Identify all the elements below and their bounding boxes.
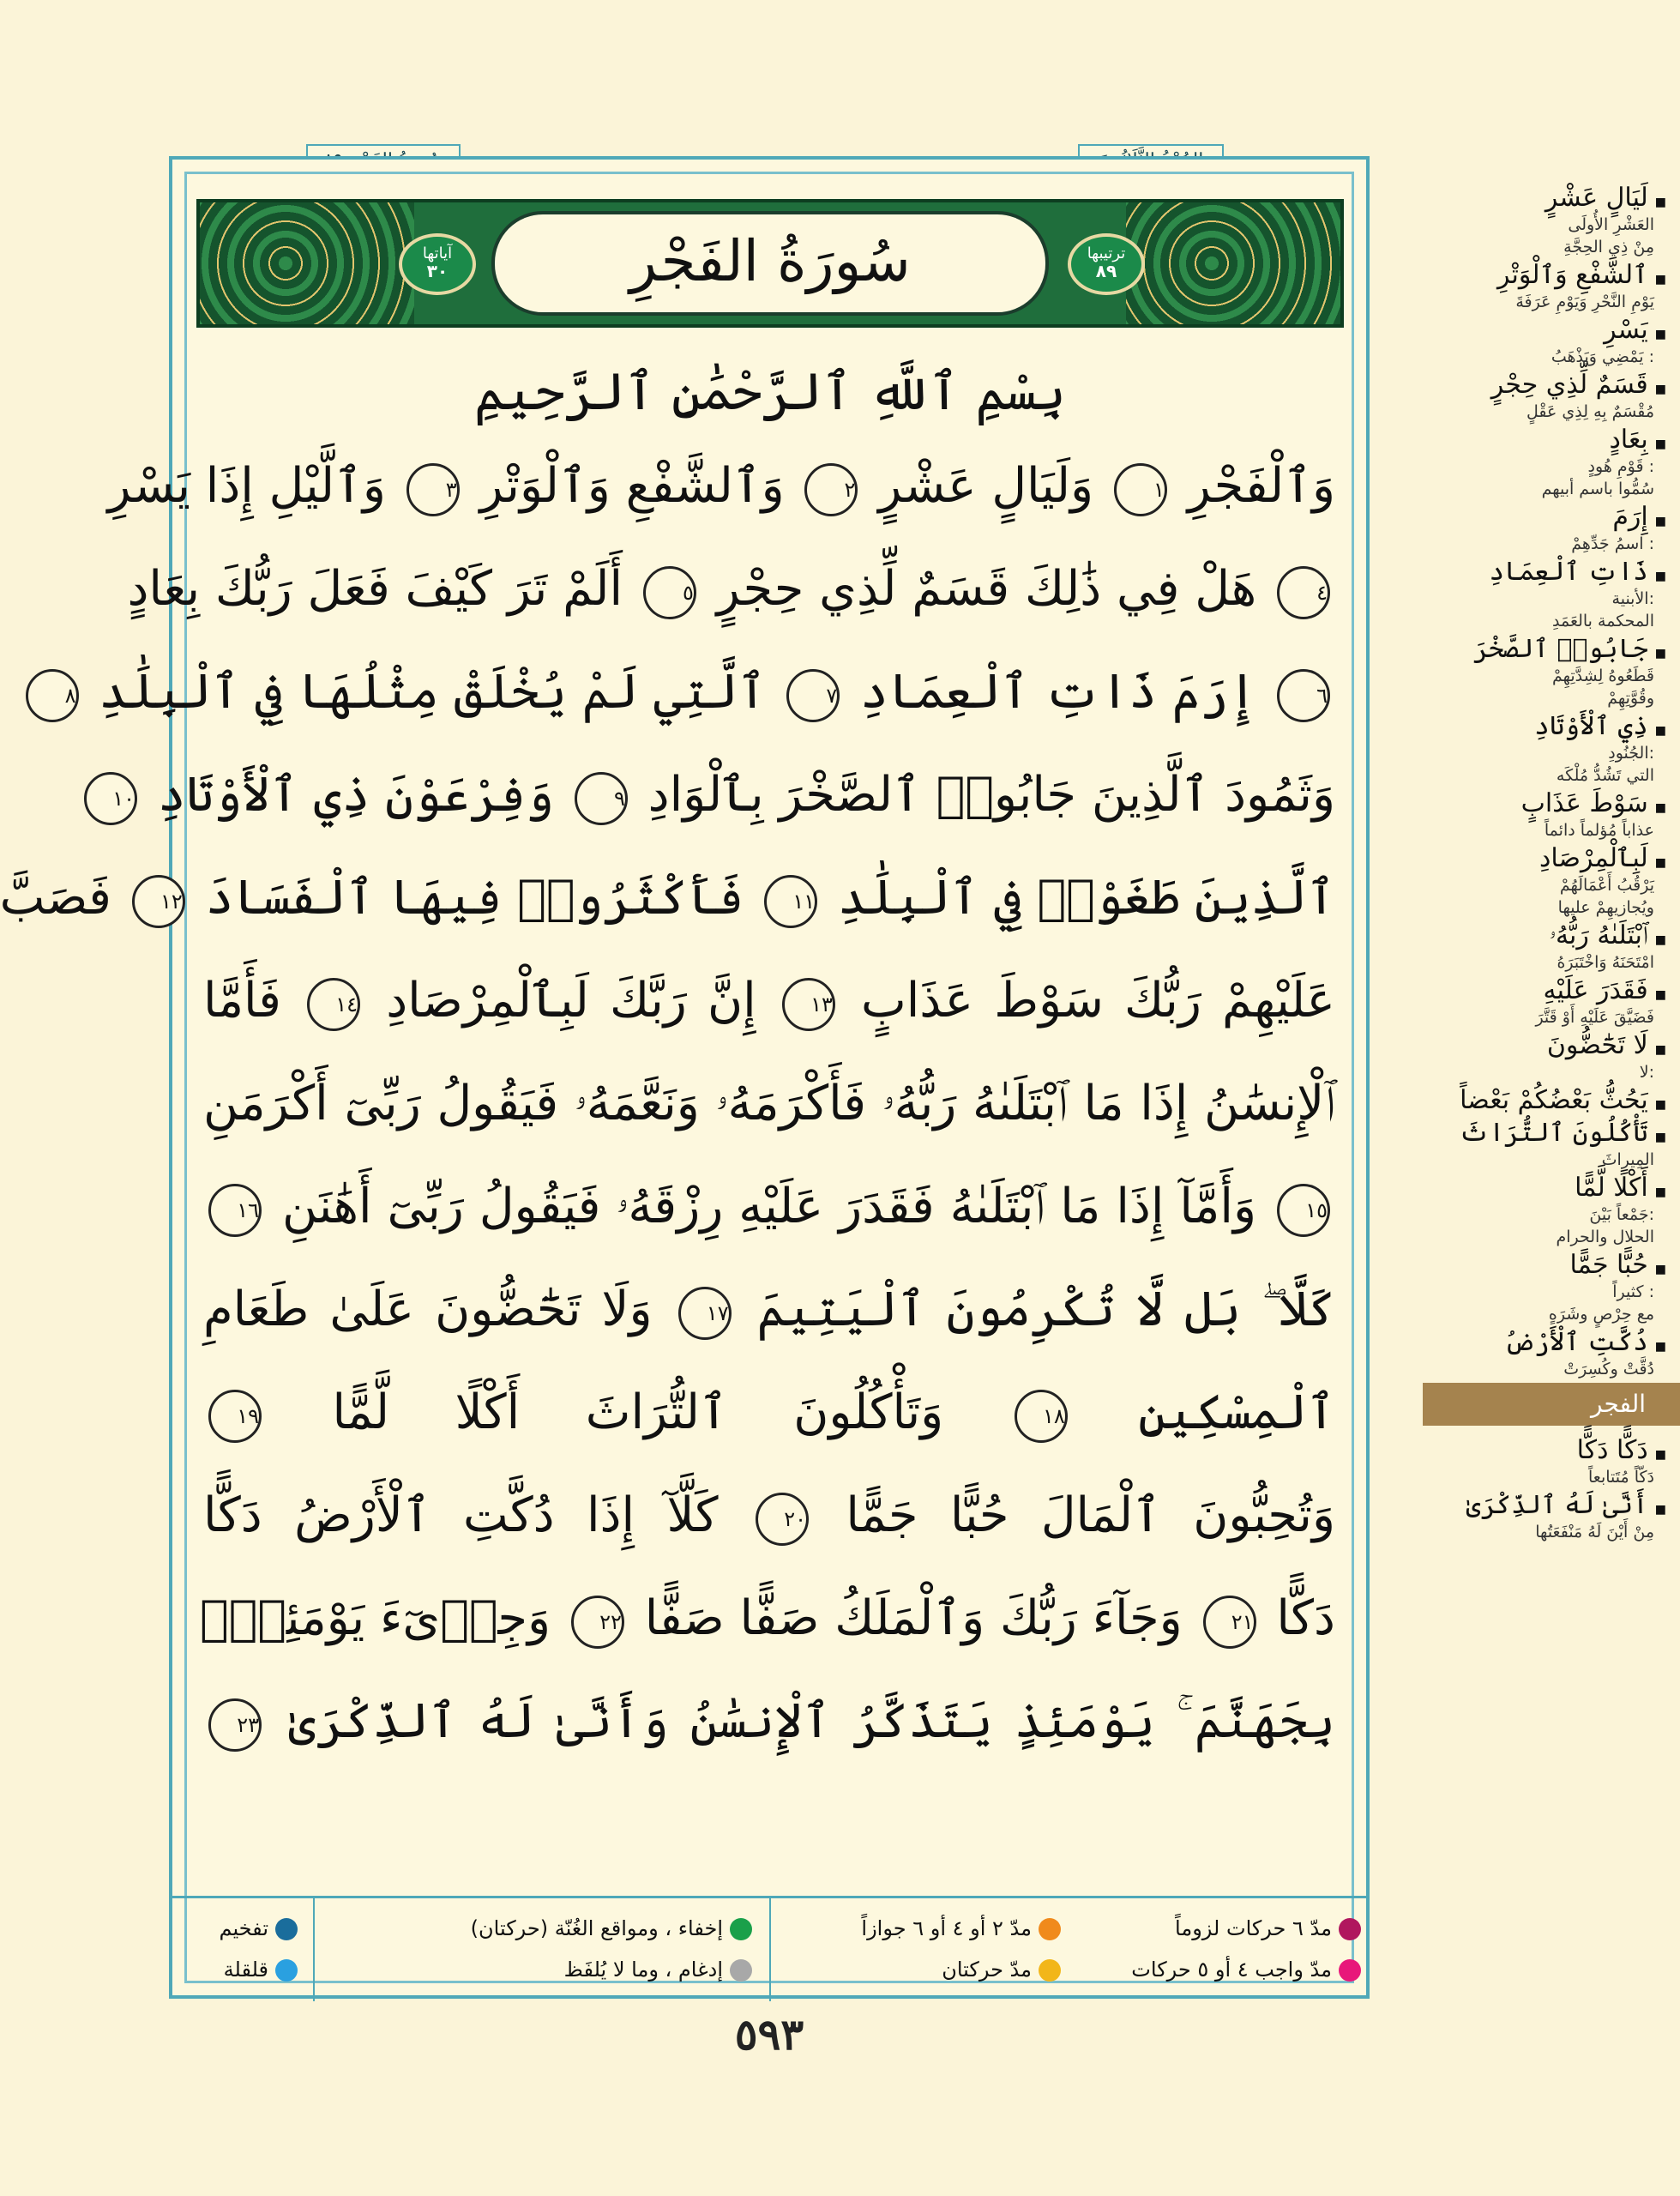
order-value: ٨٩ (1095, 261, 1117, 281)
glossary-word: ■ فَقَدَرَ عَلَيْهِ (1544, 976, 1667, 1010)
verse-text: وَفِرْعَوْنَ ذِي ٱلْأَوْتَادِ (157, 767, 555, 823)
verse-number-marker: ١٨ (1015, 1390, 1068, 1443)
verse-text: وَجَآءَ رَبُّكَ وَٱلْمَلَكُ صَفًّا صَفًّا (644, 1590, 1183, 1646)
verse-number-marker: ١٠ (84, 772, 137, 825)
verse-number-marker: ١٢ (132, 875, 185, 928)
verse-text: وَٱلْفَجْرِ (1187, 458, 1335, 514)
verse-number-marker: ١٤ (307, 978, 360, 1031)
verse-number-marker: ٩ (575, 772, 628, 825)
glossary-definition: التي تَشُدُّ مُلْكَه (1556, 766, 1654, 785)
verse-line (203, 1156, 1335, 1258)
verse-text: بِجَهَنَّمَ ۚ (1176, 1693, 1335, 1749)
glossary-word: ■ سَوْطَ عَذَابٍ (1521, 789, 1666, 823)
glossary-word: ■ تَأْكُلُونَ ٱلتُّرَاثَ (1459, 1119, 1666, 1152)
glossary-definition: مِنْ أَيْنَ لَهُ مَنْفَعَتُها (1535, 1523, 1654, 1541)
verse-text: وَٱلشَّفْعِ وَٱلْوَتْرِ (479, 458, 785, 514)
glossary-word: ■ ذَاتِ ٱلْعِمَادِ (1489, 558, 1666, 591)
glossary-definition: : يَمْضِي وَيَذْهَبُ (1551, 347, 1654, 366)
legend-dot-icon (1339, 1959, 1361, 1982)
glossary-definition: ويُجازيهِمْ عليها (1557, 898, 1654, 917)
glossary-definition: سُمُّوا باسم أبيهم (1541, 480, 1654, 498)
glossary-definition: :الأبنية (1611, 589, 1654, 608)
verse-number-marker: ٦ (1277, 669, 1330, 722)
surah-title-banner (196, 199, 1344, 328)
verses-value: ٣٠ (426, 261, 449, 281)
glossary-word: ■ إِرَمَ (1612, 503, 1666, 536)
glossary-word: ■ لَا تَحَٰٓضُّونَ (1547, 1031, 1666, 1065)
verse-text: وَأَمَّآ إِذَا مَا ٱبْتَلَىٰهُ فَقَدَرَ عَلَيْهِ رِزْقَهُۥ فَيَقُولُ رَبِّىٓ أَهَٰنَنِ (281, 1179, 1257, 1234)
glossary-definition: :الجُنُودِ (1608, 744, 1654, 763)
legend-dot-icon (730, 1918, 752, 1940)
verse-text: عَلَيْهِمْ رَبُّكَ سَوْطَ عَذَابٍ (861, 973, 1335, 1029)
verse-text: فَأَكْثَرُوا۟ فِيهَا ٱلْفَسَادَ (205, 870, 744, 926)
glossary-word: ■ ذِي ٱلْأَوْتَادِ (1534, 712, 1666, 745)
verse-text: وَٱلَّيْلِ إِذَا يَسْرِ (107, 458, 386, 514)
verse-text: وَتُحِبُّونَ ٱلْمَالَ حُبًّا جَمًّا (846, 1487, 1335, 1543)
legend-dot-icon (730, 1959, 752, 1982)
glossary-definition: وقُوَّتِهِمْ (1607, 689, 1654, 708)
verse-number-marker: ٢٠ (756, 1493, 809, 1546)
verse-text: ٱلْإِنسَٰنُ إِذَا مَا ٱبْتَلَىٰهُ رَبُّهُۥ فَأَكْرَمَهُۥ وَنَعَّمَهُۥ فَيَقُولُ رَبِّىٓ أَكْرَمَنِ (203, 1076, 1335, 1131)
verse-number-marker: ٣ (406, 463, 460, 516)
glossary-word: ■ ٱبْتَلَىٰهُ رَبُّهُۥ (1549, 921, 1666, 955)
legend-item: مدّ حركتان (942, 1957, 1061, 1982)
legend-dot-icon (1039, 1918, 1061, 1940)
verse-text: وَتَأْكُلُونَ ٱلتُّرَاثَ أَكْلًا لَّمًّا (332, 1385, 944, 1440)
verse-line (200, 1568, 1335, 1669)
verse-line (0, 848, 1335, 949)
glossary-word: ■ لَيَالٍ عَشْرٍ (1545, 184, 1666, 217)
verse-text: كَلَّآ إِذَا دُكَّتِ ٱلْأَرْضُ دَكًّا (203, 1487, 719, 1543)
verse-text: فَصَبَّ (0, 870, 111, 926)
glossary-word: ■ حُبًّا جَمًّا (1569, 1251, 1666, 1284)
glossary-definition: المحكمة بالعَمَدِ (1551, 612, 1654, 630)
glossary-definition: : اسمُ جَدِّهِمْ (1571, 534, 1654, 553)
legend-dot-icon (1339, 1918, 1361, 1940)
verse-text: ٱلَّتِي لَمْ يُخْلَقْ مِثْلُهَا فِي ٱلْبِلَٰدِ (99, 664, 767, 720)
verse-text: وَجِا۟ىٓءَ يَوْمَئِذٍۭ (200, 1590, 551, 1646)
verse-text: دَكًّا (1276, 1590, 1335, 1646)
verse-line (203, 1259, 1335, 1360)
glossary-definition: : كثيراً (1612, 1282, 1654, 1301)
verse-text: وَثَمُودَ ٱلَّذِينَ جَابُوا۟ ٱلصَّخْرَ بِٱلْوَادِ (647, 767, 1335, 823)
verse-number-marker: ١٧ (678, 1287, 732, 1340)
glossary-definition: عذاباً مُؤلماً دائماً (1544, 821, 1654, 840)
verse-text: كَلَّا ۖ بَل لَّا تُكْرِمُونَ ٱلْيَتِيمَ (756, 1282, 1336, 1337)
glossary-word: ■ بِعَادٍ (1609, 425, 1666, 459)
verse-number-marker: ٧ (786, 669, 840, 722)
verse-text: أَلَمْ تَرَ كَيْفَ فَعَلَ رَبُّكَ بِعَادٍ (127, 561, 623, 617)
glossary-word: ■ قَسَمٌ لِّذِي حِجْرٍ (1491, 371, 1666, 404)
glossary-definition: المِيراثَ (1601, 1150, 1654, 1169)
glossary-word: ■ جَابُوا۟ ٱلصَّخْرَ (1473, 635, 1666, 668)
ornament-left (200, 202, 414, 324)
verse-number-marker: ١ (1114, 463, 1167, 516)
verse-text: إِنَّ رَبَّكَ لَبِٱلْمِرْصَادِ (386, 973, 756, 1029)
glossary-word: ■ لَبِٱلْمِرْصَادِ (1539, 844, 1666, 878)
verse-number-marker: ٢١ (1203, 1596, 1256, 1649)
surah-tab[interactable]: الفجر (1423, 1383, 1680, 1426)
glossary-definition: العَشْرِ الأُولَى (1568, 215, 1654, 234)
legend-dot-icon (275, 1959, 298, 1982)
glossary-definition: مُقْسَمٌ بِهِ لِذِي عَقْلٍ (1526, 402, 1654, 421)
verse-text: إِرَمَ ذَاتِ ٱلْعِمَادِ (860, 664, 1257, 720)
verse-count-medallion (399, 233, 476, 295)
verse-line (112, 745, 1335, 846)
page-number: ٥٩٣ (734, 2009, 804, 2060)
verse-text: فَأَمَّا (203, 973, 281, 1029)
glossary-definition: يَرْقُبُ أَعْمَالَهُمْ (1559, 876, 1654, 895)
glossary-definition: امْتَحَنَهُ وَاخْتَبَرَهُ (1557, 953, 1654, 972)
verse-line (127, 539, 1335, 640)
glossary-word: ■ ٱلشَّفْعِ وَٱلْوَتْرِ (1497, 261, 1666, 294)
glossary-word: ■ دُكَّتِ ٱلْأَرْضُ (1504, 1328, 1666, 1361)
legend-item: إخفاء ، ومواقع الغُنّة (حركتان) (471, 1915, 752, 1941)
glossary-definition: : قَوْمِ هُودٍ (1587, 457, 1654, 476)
verse-number-marker: ٤ (1277, 566, 1330, 619)
legend-item: مدّ ٢ أو ٤ أو ٦ جوازاً (861, 1915, 1061, 1941)
glossary-definition: مع حِرْصٍ وشَرَهٍ (1548, 1305, 1654, 1324)
legend-item: قلقلة (224, 1957, 298, 1982)
verse-number-marker: ٥ (643, 566, 696, 619)
verse-line (203, 1671, 1335, 1772)
glossary-definition: :لا (1639, 1063, 1654, 1082)
verses-label: آياتها (422, 244, 453, 262)
ornament-right (1126, 202, 1340, 324)
verse-line (64, 642, 1335, 743)
glossary-definition: الحلال والحرام (1556, 1228, 1654, 1246)
verse-line (203, 1053, 1335, 1155)
order-label: ترتيبها (1087, 244, 1126, 262)
verse-number-marker: ٢٢ (571, 1596, 624, 1649)
glossary-definition: دُقَّتْ وكُسِرَتْ (1563, 1360, 1654, 1379)
glossary-word: ■ يَحُثُّ بَعْضُكُمْ بَعْضاً (1460, 1086, 1666, 1119)
verse-text: ٱلَّذِينَ طَغَوْا۟ فِي ٱلْبِلَٰدِ (838, 870, 1335, 926)
legend-item: مدّ واجب ٤ أو ٥ حركات (1131, 1957, 1361, 1982)
verse-number-marker: ١١ (764, 875, 817, 928)
legend-item: إدغام ، وما لا يُلفَظ (564, 1957, 752, 1982)
glossary-word: ■ أَكْلًا لَّمًّا (1575, 1173, 1666, 1207)
verse-number-marker: ١٩ (208, 1390, 262, 1443)
legend-dot-icon (1039, 1959, 1061, 1982)
verse-text: وَلَا تَحَٰٓضُّونَ عَلَىٰ طَعَامِ (203, 1282, 653, 1337)
verse-text: ٱلْمِسْكِينِ (1138, 1385, 1335, 1440)
verse-text: وَلَيَالٍ عَشْرٍ (878, 458, 1094, 514)
verse-text: يَوْمَئِذٍ يَتَذَكَّرُ ٱلْإِنسَٰنُ وَأَنَّىٰ لَهُ ٱلذِّكْرَىٰ (287, 1693, 1155, 1749)
glossary-definition: قَطَعُوهُ لِشِدَّتِهِمْ (1551, 667, 1654, 685)
verse-number-marker: ١٣ (782, 978, 835, 1031)
glossary-word: ■ أَنَّىٰ لَهُ ٱلذِّكْرَىٰ (1466, 1491, 1666, 1524)
verse-line (203, 1465, 1335, 1566)
surah-name-plate (491, 211, 1049, 316)
verse-text: هَلْ فِي ذَٰلِكَ قَسَمٌ لِّذِي حِجْرٍ (716, 561, 1257, 617)
basmala: بِسْمِ ٱللَّهِ ٱلرَّحْمَٰنِ ٱلرَّحِيمِ (473, 362, 1067, 422)
surah-name: سُورَةُ الفَجْرِ (629, 228, 911, 294)
glossary-definition: :جَمْعاً بَيْنَ (1589, 1205, 1654, 1224)
verse-line (203, 1362, 1335, 1463)
glossary-word: ■ يَسْرِ (1604, 316, 1666, 349)
glossary-word: ■ دَكًّا دَكًّا (1577, 1436, 1666, 1469)
legend-item: تفخيم (219, 1915, 298, 1941)
glossary-definition: مِنْ ذِي الحِجَّةِ (1563, 238, 1654, 256)
verse-number-marker: ١٦ (208, 1184, 262, 1237)
verse-number-marker: ٢ (804, 463, 858, 516)
legend-dot-icon (275, 1918, 298, 1940)
verse-number-marker: ٢٣ (208, 1698, 262, 1752)
glossary-definition: يَوْمِ النَّحْرِ وَيَوْمِ عَرَفَةَ (1515, 293, 1654, 311)
glossary-definition: دَكّاً مُتَتابعاً (1587, 1468, 1654, 1487)
surah-order-medallion (1068, 233, 1145, 295)
tajweed-legend (169, 1896, 1370, 2001)
legend-item: مدّ ٦ حركات لزوماً (1175, 1915, 1361, 1941)
verse-number-marker: ٨ (26, 669, 79, 722)
verse-line (203, 950, 1335, 1052)
verse-number-marker: ١٥ (1277, 1184, 1330, 1237)
verse-line (107, 436, 1335, 537)
glossary-definition: فَضَيَّقَ عَلَيْهِ أَوْ قَتَّرَ (1535, 1008, 1654, 1027)
